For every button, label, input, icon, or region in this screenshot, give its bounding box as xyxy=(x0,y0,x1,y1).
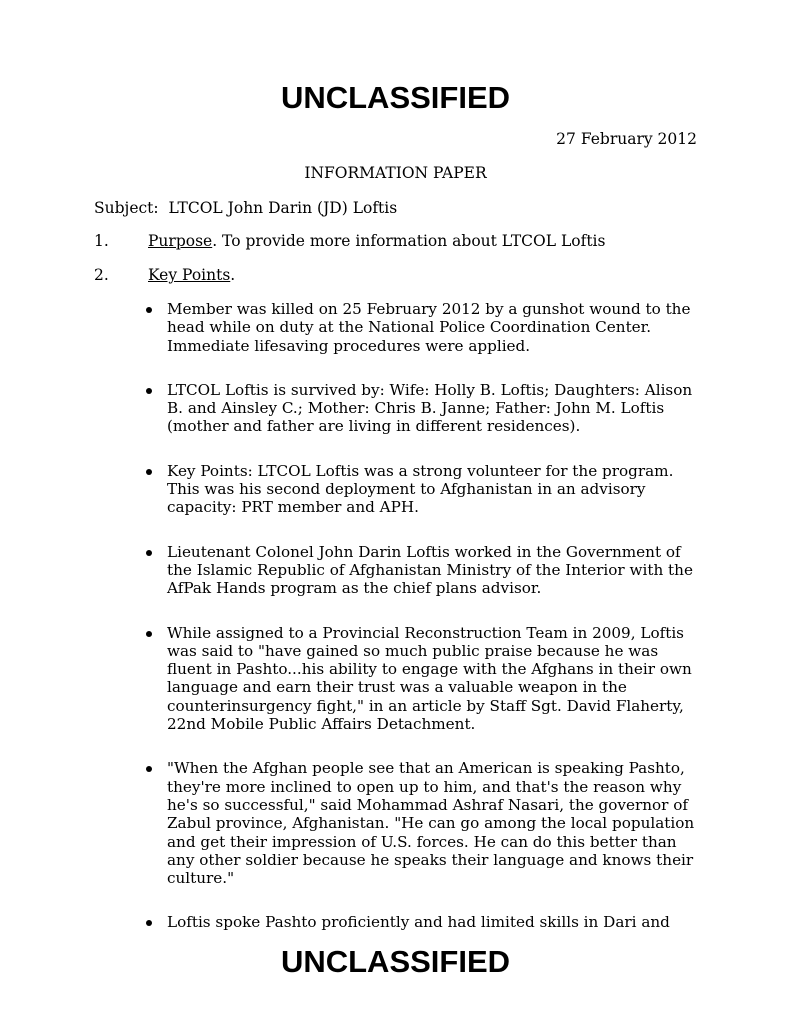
subject-line xyxy=(94,199,397,218)
paper-title: INFORMATION PAPER xyxy=(304,164,487,182)
bullet-text: Loftis spoke Pashto proficiently and had limited skills in Dari and xyxy=(167,913,670,932)
classification-header: UNCLASSIFIED xyxy=(280,80,511,115)
bullet-text: Lieutenant Colonel John Darin Loftis worked in the Government of the Islamic Republic of Afghanistan Ministry of the Interior with the AfPak Hands program as the chief plans advisor. xyxy=(167,542,693,598)
section-heading: Key Points xyxy=(148,266,231,284)
section-number: 2. xyxy=(94,266,109,284)
bullet-icon xyxy=(146,307,152,313)
bullet-text: While assigned to a Provincial Reconstruction Team in 2009, Loftis was said to "have gained so much public praise because he was fluent in Pashto...his ability to engage with the Afghans in their own language and earn their trust was a valuable weapon in the counterinsurgency fight," in an article by Staff Sgt. David Flaherty, 22nd Mobile Public Affairs Detachment. xyxy=(167,623,692,734)
subject-label: Subject: xyxy=(94,199,159,217)
list-item xyxy=(146,759,706,887)
bullet-icon xyxy=(146,631,152,637)
list-item xyxy=(146,381,706,436)
bullet-text: Key Points: LTCOL Loftis was a strong volunteer for the program. This was his second deployment to Afghanistan in an advisory capacity: PRT member and APH. xyxy=(167,461,674,517)
bullet-icon xyxy=(146,469,152,475)
list-item xyxy=(146,300,706,355)
section-number: 1. xyxy=(94,232,109,250)
bullet-icon xyxy=(146,920,152,926)
bullet-text: "When the Afghan people see that an American is speaking Pashto, they're more inclined to open up to him, and that's the reason why he's so successful," said Mohammad Ashraf Nasari, the governor of Zabul province, Afghanistan. "He can go among the local population and get their impression of U.S. forces. He can do this better than any other soldier because he speaks their language and knows their culture." xyxy=(167,759,695,888)
key-points-list xyxy=(146,300,706,958)
bullet-text: LTCOL Loftis is survived by: Wife: Holly B. Loftis; Daughters: Alison B. and Ainsley C.; Mother: Chris B. Janne; Father: John M. Loftis (mother and father are living in different residences). xyxy=(167,380,693,436)
list-item xyxy=(146,543,706,598)
bullet-icon xyxy=(146,388,152,394)
list-item xyxy=(146,462,706,517)
document-date: 27 February 2012 xyxy=(556,130,697,148)
section-text: . xyxy=(230,266,236,284)
bullet-icon xyxy=(146,550,152,556)
list-item xyxy=(146,624,706,734)
section-heading: Purpose xyxy=(148,232,213,250)
bullet-text: Member was killed on 25 February 2012 by a gunshot wound to the head while on duty at the National Police Coordination Center. Immediate lifesaving procedures were applied. xyxy=(167,300,691,355)
section-text: . To provide more information about LTCOL Loftis xyxy=(212,232,606,250)
list-item xyxy=(146,913,706,931)
bullet-icon xyxy=(146,766,152,772)
subject-text: LTCOL John Darin (JD) Loftis xyxy=(168,199,398,217)
classification-footer: UNCLASSIFIED xyxy=(280,944,511,979)
